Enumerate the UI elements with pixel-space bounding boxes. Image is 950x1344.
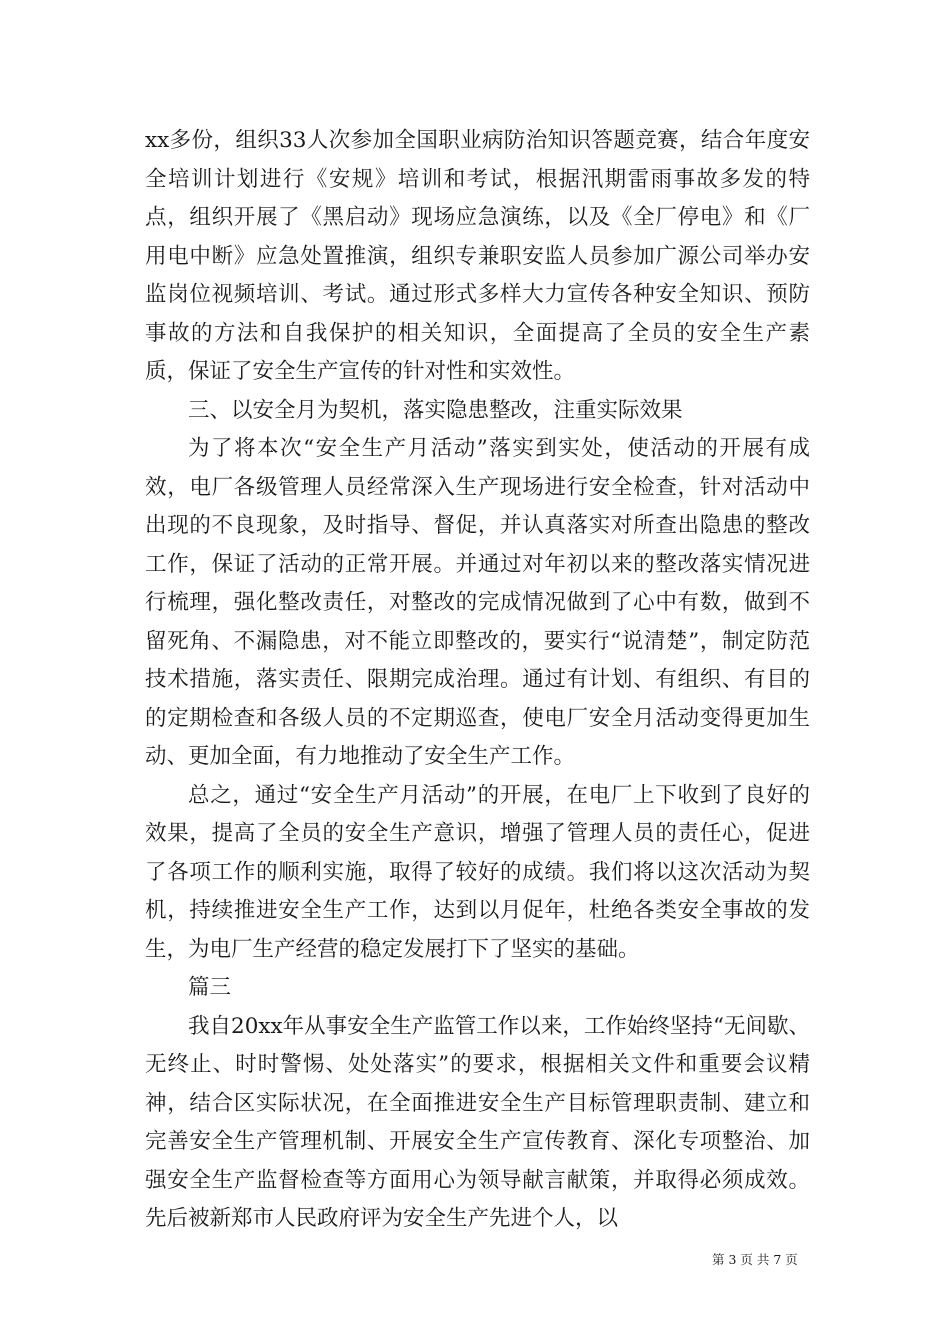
paragraph-rectification: 为了将本次“安全生产月活动”落实到实处，使活动的开展有成效，电厂各级管理人员经常深入生产现场进行安全检查，针对活动中出现的不良现象，及时指导、督促，并认真落实对所查出隐患的整改工作，保证了活动的正常开展。并通过对年初以来的整改落实情况进行梳理，强化整改责任，对整改的完成情况做到了心中有数，做到不留死角、不漏隐患，对不能立即整改的，要实行“说清楚”，制定防范技术措施，落实责任、限期完成治理。通过有计划、有组织、有目的的定期检查和各级人员的不定期巡查，使电厂安全月活动变得更加生动、更加全面，有力地推动了安全生产工作。: [145, 436, 810, 769]
part-heading: 篇三: [188, 975, 232, 1000]
page-number-footer: 第 3 页 共 7 页: [712, 1252, 798, 1267]
paragraph-part3-intro: 我自20xx年从事安全生产监管工作以来，工作始终坚持“无间歇、无终止、时时警惕、处处落实”的要求，根据相关文件和重要会议精神，结合区实际状况，在全面推进安全生产目标管理职责制、建立和完善安全生产管理机制、开展安全生产宣传教育、深化专项整治、加强安全生产监督检查等方面用心为领导献言献策，并取得必须成效。先后被新郑市人民政府评为安全生产先进个人，以: [145, 1013, 810, 1231]
document-body: [145, 122, 810, 1239]
paragraph-continuation: xx多份，组织33人次参加全国职业病防治知识答题竞赛，结合年度安全培训计划进行《安规》培训和考试，根据汛期雷雨事故多发的特点，组织开展了《黑启动》现场应急演练，以及《全厂停电》和《厂用电中断》应急处置推演，组织专兼职安监人员参加广源公司举办安监岗位视频培训、考试。通过形式多样大力宣传各种安全知识、预防事故的方法和自我保护的相关知识，全面提高了全员的安全生产素质，保证了安全生产宣传的针对性和实效性。: [145, 128, 810, 384]
section-heading: 三、以安全月为契机，落实隐患整改，注重实际效果: [188, 397, 683, 423]
paragraph-summary: 总之，通过“安全生产月活动”的开展，在电厂上下收到了良好的效果，提高了全员的安全生产意识，增强了管理人员的责任心，促进了各项工作的顺利实施，取得了较好的成绩。我们将以这次活动为契机，持续推进安全生产工作，达到以月促年，杜绝各类安全事故的发生，为电厂生产经营的稳定发展打下了坚实的基础。: [145, 782, 810, 962]
